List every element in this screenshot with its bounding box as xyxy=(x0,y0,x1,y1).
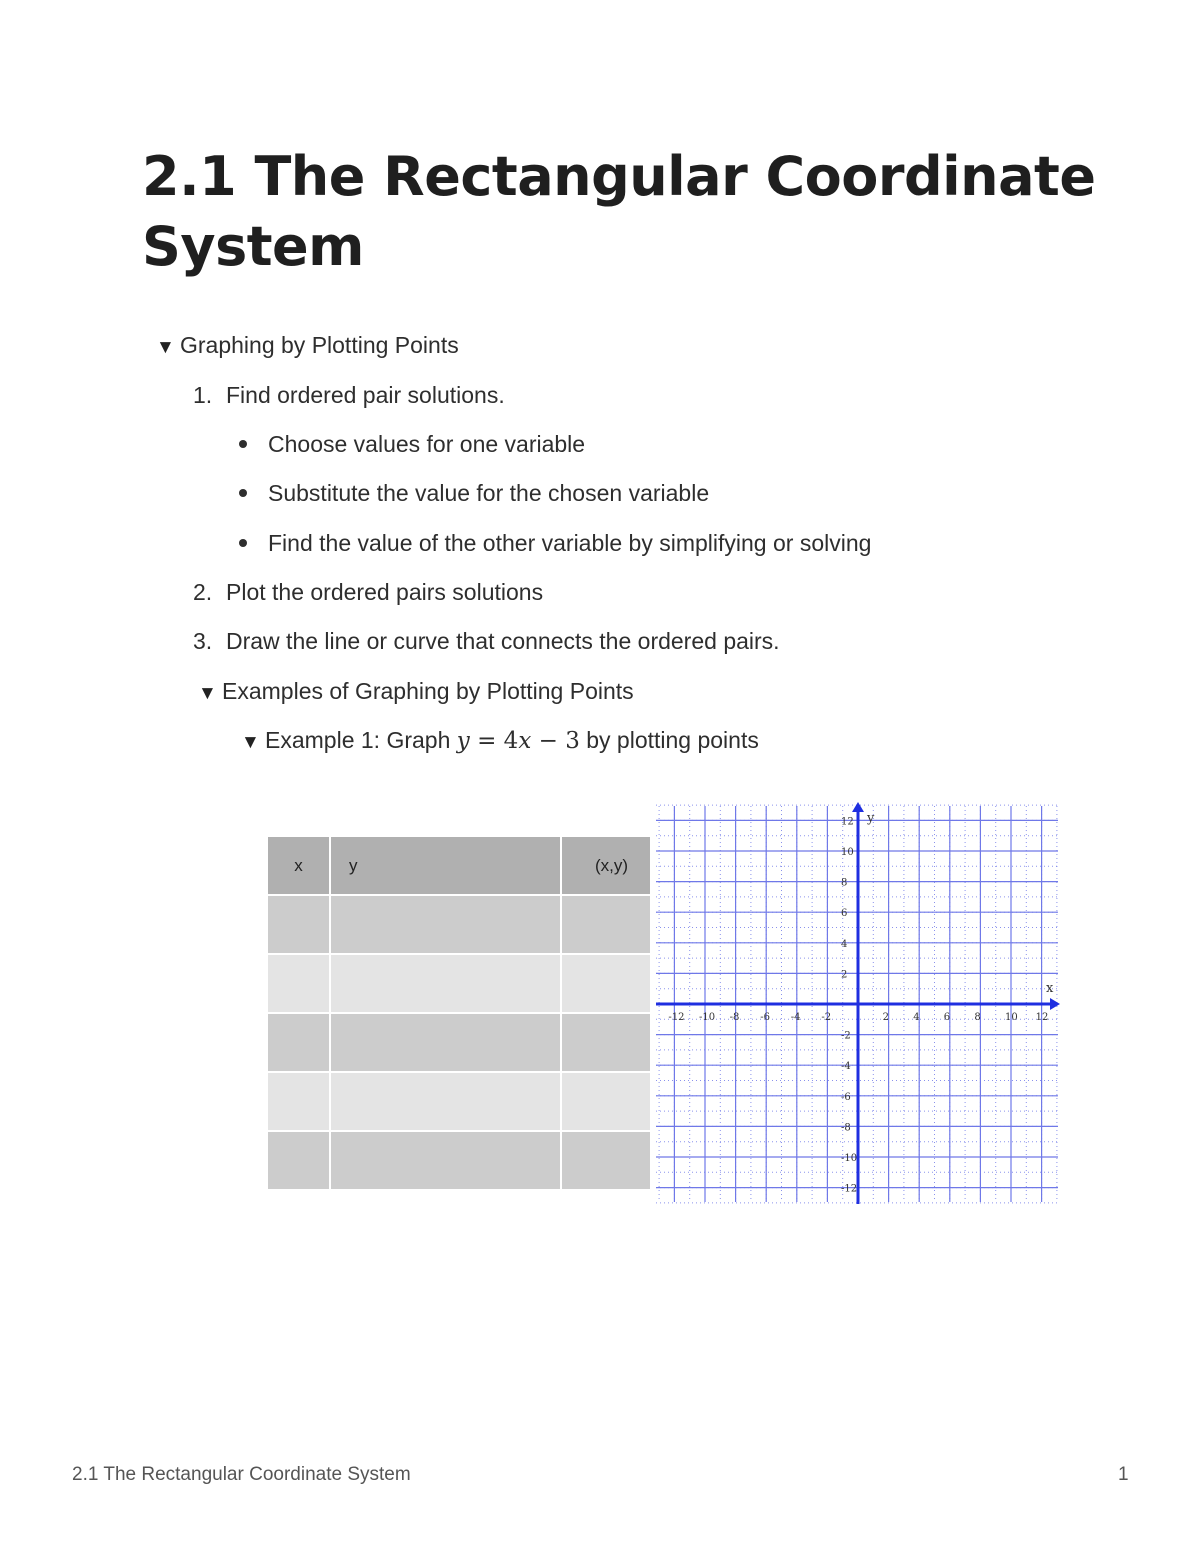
toggle-example-1[interactable] xyxy=(241,725,759,758)
table-row xyxy=(268,954,651,1013)
step-text: Draw the line or curve that connects the ordered pairs. xyxy=(226,628,780,654)
table-cell[interactable] xyxy=(330,895,561,954)
x-tick-label: -2 xyxy=(821,1012,832,1023)
x-tick-label: 8 xyxy=(974,1012,981,1023)
step-text: Plot the ordered pairs solutions xyxy=(226,579,544,605)
eq-y: y xyxy=(456,728,470,754)
example-suffix: by plotting points xyxy=(579,727,759,753)
eq-constant: 3 xyxy=(565,728,580,754)
y-tick-label: -4 xyxy=(841,1061,851,1073)
list-item-substep-1: Choose values for one variable xyxy=(268,431,586,457)
coordinate-grid xyxy=(656,800,1060,1204)
toggle-triangle-icon[interactable]: ▼ xyxy=(156,337,175,358)
x-tick-label: 6 xyxy=(943,1012,951,1023)
eq-minus: − xyxy=(538,728,558,754)
y-tick-label: -12 xyxy=(841,1183,858,1195)
table-cell[interactable] xyxy=(561,1072,651,1131)
x-tick-label: -8 xyxy=(729,1012,740,1023)
y-tick-label: 4 xyxy=(841,938,848,950)
y-tick-label: -6 xyxy=(841,1091,851,1103)
list-item-step-3 xyxy=(193,626,780,656)
x-axis-arrow-icon xyxy=(1050,998,1060,1010)
step-number: 1. xyxy=(193,382,213,408)
table-cell[interactable] xyxy=(561,1131,651,1190)
y-tick-label: 6 xyxy=(841,908,848,920)
y-tick-label: 12 xyxy=(841,816,854,828)
list-item-substep-3: Find the value of the other variable by simplifying or solving xyxy=(268,530,872,556)
bullet-icon xyxy=(239,440,247,448)
table-cell[interactable] xyxy=(561,954,651,1013)
page-title: 2.1 The Rectangular Coordinate System xyxy=(142,145,1096,278)
y-tick-label: 10 xyxy=(841,847,854,858)
table-cell[interactable] xyxy=(268,1013,330,1072)
y-axis-arrow-icon xyxy=(852,802,864,812)
y-tick-label: -2 xyxy=(841,1030,851,1042)
table-row xyxy=(268,895,651,954)
x-tick-label: 10 xyxy=(1005,1012,1018,1023)
table-cell[interactable] xyxy=(330,1131,561,1190)
toggle-examples[interactable] xyxy=(198,676,634,709)
y-tick-label: 2 xyxy=(841,969,848,981)
example-prefix: Example 1: Graph xyxy=(265,727,457,753)
xy-table xyxy=(268,837,652,1191)
eq-equals: = xyxy=(477,728,497,754)
table-cell[interactable] xyxy=(330,1072,561,1131)
table-header-y: y xyxy=(330,837,561,895)
table-cell[interactable] xyxy=(268,895,330,954)
eq-coefficient: 4 xyxy=(503,728,519,754)
toggle-graphing-by-plotting-points[interactable] xyxy=(156,330,459,363)
table-cell[interactable] xyxy=(268,1131,330,1190)
y-tick-label: -10 xyxy=(841,1153,858,1164)
list-item-step-2 xyxy=(193,577,543,607)
table-header-pair: (x,y) xyxy=(561,837,651,895)
equation xyxy=(457,728,580,754)
toggle-triangle-icon[interactable]: ▼ xyxy=(198,683,217,704)
x-tick-label: -4 xyxy=(790,1012,801,1023)
toggle-label: Examples of Graphing by Plotting Points xyxy=(222,678,634,704)
x-tick-label: -12 xyxy=(668,1012,685,1023)
table-row xyxy=(268,1013,651,1072)
step-number: 2. xyxy=(193,579,213,605)
list-item-step-1 xyxy=(193,380,505,410)
y-tick-label: -8 xyxy=(841,1122,851,1134)
bullet-icon xyxy=(239,539,247,547)
table-cell[interactable] xyxy=(268,1072,330,1131)
toggle-triangle-icon[interactable]: ▼ xyxy=(241,732,260,753)
page-number: 1 xyxy=(1118,1464,1129,1485)
x-axis-label: x xyxy=(1046,981,1054,996)
table-cell[interactable] xyxy=(330,954,561,1013)
x-tick-label: -6 xyxy=(760,1012,770,1023)
table-cell[interactable] xyxy=(561,895,651,954)
y-tick-label: 8 xyxy=(841,877,848,889)
table-header-x: x xyxy=(268,837,330,895)
toggle-label: Graphing by Plotting Points xyxy=(180,332,459,358)
x-tick-label: 2 xyxy=(882,1012,889,1023)
y-axis-label: y xyxy=(867,811,875,826)
x-tick-label: 4 xyxy=(913,1012,920,1023)
bullet-icon xyxy=(239,489,247,497)
table-cell[interactable] xyxy=(561,1013,651,1072)
table-cell[interactable] xyxy=(268,954,330,1013)
eq-x: x xyxy=(518,728,532,754)
step-text: Find ordered pair solutions. xyxy=(226,382,505,408)
table-row xyxy=(268,1131,651,1190)
step-number: 3. xyxy=(193,628,213,654)
x-tick-label: 12 xyxy=(1035,1012,1049,1023)
table-cell[interactable] xyxy=(330,1013,561,1072)
list-item-substep-2: Substitute the value for the chosen variable xyxy=(268,480,710,506)
footer-title: 2.1 The Rectangular Coordinate System xyxy=(72,1464,411,1485)
x-tick-label: -10 xyxy=(699,1012,716,1023)
table-row xyxy=(268,1072,651,1131)
